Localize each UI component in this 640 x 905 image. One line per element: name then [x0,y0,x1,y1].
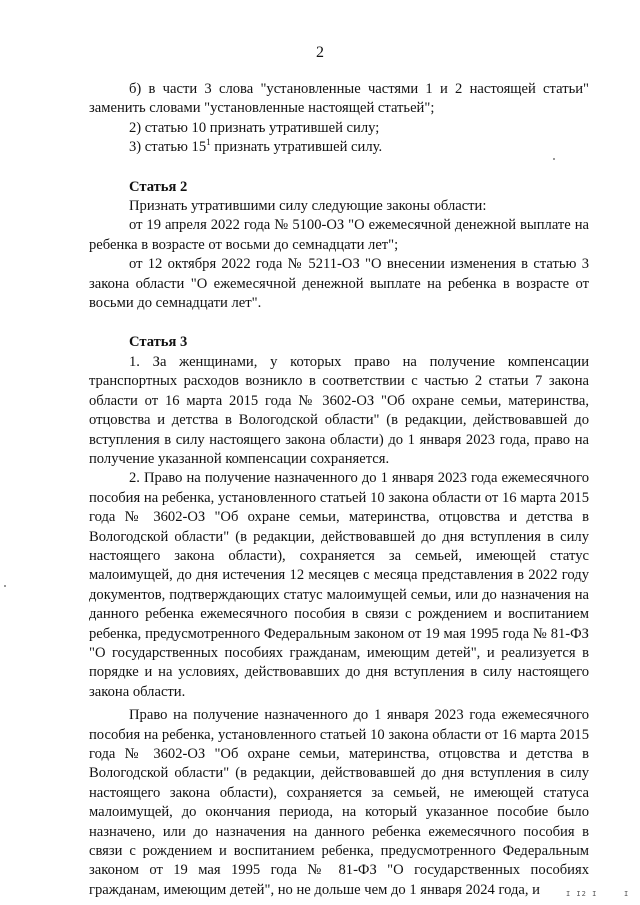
article-3-heading: Статья 3 [129,334,188,351]
amendment-item-b: б) в части 3 слова "установленные частями 1 и 2 настоящей статьи" заменить словами "установленные настоящей статьей"; [89,81,589,117]
amendment-item-3-text: 3) статью 15 [129,139,207,156]
amendment-item-2: 2) статью 10 признать утратившей силу; [129,119,380,136]
article-superscript: 1 [206,137,211,148]
article-3-paragraph-3: Право на получение назначенного до 1 января 2023 года ежемесячного пособия на ребенка, установленного статьей 10 закона области от 16 марта 2015 года № 3602-ОЗ "Об охране семьи, материнства, отцовства и детства в Вологодской области" (в редакции, действовавшей до дня вступления в силу настоящего закона области), сохраняется за семьей, не имеющей статуса малоимущей, до окончания периода, на который указанное пособие было назначено, или до назначения на данного ребенка ежемесячного пособия в связи с рождением и воспитанием ребенка, предусмотренного Федеральным законом от 19 мая 1995 года № 81-ФЗ "О государственных пособиях гражданам, имеющим детей", но не дольше чем до 1 января 2024 года, и [89,707,589,898]
article-2-law-1: от 19 апреля 2022 года № 5100-ОЗ "О ежемесячной денежной выплате на ребенка в возрасте от восьми до семнадцати лет"; [89,217,589,253]
document-body [89,80,589,900]
footer-marks: I I2 I [566,890,598,898]
article-2-lead: Признать утратившими силу следующие законы области: [129,198,487,215]
amendment-item-3-tail: признать утратившей силу. [210,139,383,156]
page-number: 2 [316,44,324,61]
article-2-heading: Статья 2 [129,178,188,195]
article-3-paragraph-1: 1. За женщинами, у которых право на получение компенсации транспортных расходов возникло в соответствии с частью 2 статьи 7 закона области от 16 марта 2015 года № 3602-ОЗ "Об охране семьи, материнства, отцовства и детства в Вологодской области" (в редакции, действовавшей до вступления в силу настоящего закона области) до 1 января 2023 года, право на получение указанной компенсации сохраняется. [89,353,589,467]
article-2-law-2: от 12 октября 2022 года № 5211-ОЗ "О внесении изменения в статью 3 закона области "О ежемесячной денежной выплате на ребенка в возрасте от восьми до семнадцати лет". [89,256,589,312]
footer-tick: I [624,890,629,898]
scan-speck [553,158,555,160]
article-3-paragraph-2: 2. Право на получение назначенного до 1 января 2023 года ежемесячного пособия на ребенка, установленного статьей 10 закона области от 16 марта 2015 года № 3602-ОЗ "Об охране семьи, материнства, отцовства и детства в Вологодской области" (в редакции, действовавшей до дня вступления в силу настоящего закона области), сохраняется за семьей, имеющей статус малоимущей, до дня истечения 12 месяцев с месяца представления в 2022 году документов, подтверждающих статус малоимущей семьи, или до назначения на данного ребенка ежемесячного пособия в связи с рождением и воспитанием ребенка, предусмотренного Федеральным законом от 19 мая 1995 года № 81-ФЗ "О государственных пособиях гражданам, имеющим детей", и реализуется в порядке и на условиях, действовавших до дня вступления в силу настоящего закона области. [89,470,589,700]
amendment-item-3 [89,138,589,157]
scan-speck [4,585,6,587]
